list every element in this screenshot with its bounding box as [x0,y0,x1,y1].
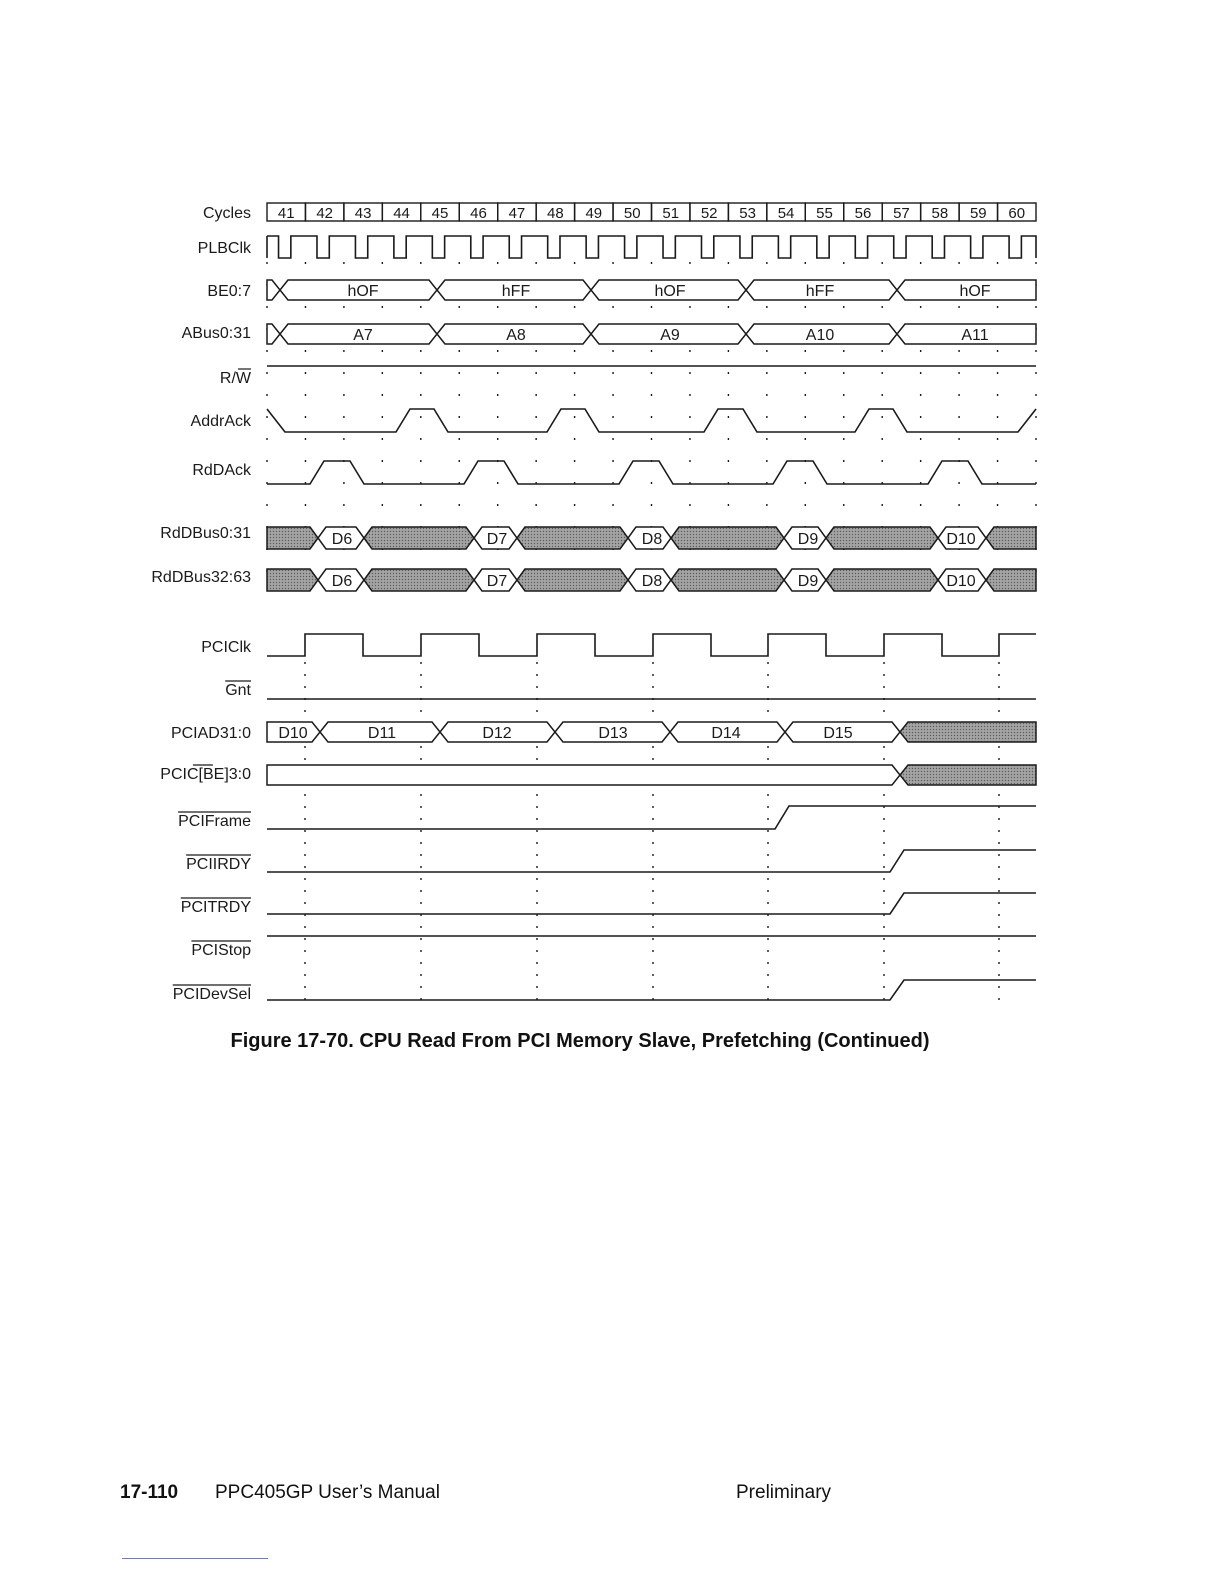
cycle-number: 44 [393,205,410,222]
cycle-number: 55 [816,205,833,222]
pcidevsel-wave [267,980,1036,1000]
abus-value: A11 [961,327,989,344]
cycle-number: 59 [969,205,987,222]
rddbus0-segment [517,527,628,549]
page-number: 17-110 [120,1482,179,1503]
abus-segment [267,324,280,344]
abus-value: A7 [353,327,373,344]
label-pciframe: PCIFrame [178,813,251,830]
cycle-number: 52 [700,205,718,222]
be-value: hOF [959,283,991,300]
cycles-header [267,203,1036,222]
rdack-wave [267,461,1036,484]
plbclk-wave [267,236,1036,258]
cycle-number: 56 [854,205,872,222]
rddbus32-segment [671,569,784,591]
be-value: hFF [501,283,531,300]
label-rw: R/W [219,370,251,387]
pcicbe-segment [267,765,900,785]
rddbus32-value: D7 [486,573,508,590]
pciclk-wave [267,634,1036,656]
rddbus0-value: D8 [641,531,663,548]
footer-rule [122,1558,268,1559]
abus-value: A8 [506,327,526,344]
cycle-number: 45 [431,205,449,222]
label-rdack: RdDAck [192,462,251,479]
label-rddbus32: RdDBus32:63 [151,569,251,586]
signal-labels [151,205,252,1003]
rddbus32-segment [986,569,1036,591]
label-pciclk: PCIClk [201,639,251,656]
rddbus0-value: D6 [331,531,353,548]
cycle-number: 58 [931,205,949,222]
pciad-value: D11 [367,725,397,742]
cycle-number: 47 [508,205,526,222]
pciframe-wave [267,806,1036,829]
pciad-value: D12 [482,725,512,742]
rddbus32-value: D9 [797,573,819,590]
label-addrack: AddrAck [190,413,251,430]
rddbus32-segment [364,569,474,591]
cycle-number: 46 [470,205,487,222]
be-value: hOF [654,283,686,300]
rddbus32-segment [517,569,628,591]
pcicbe-segment [900,765,1036,785]
cycle-number: 51 [662,205,680,222]
cycle-number: 54 [777,205,795,222]
label-cycles: Cycles [202,205,251,222]
pcitrdy-wave [267,893,1036,914]
cycle-number: 57 [893,205,910,222]
rddbus0-segment [267,527,318,549]
rddbus32-segment [826,569,938,591]
rddbus0-segment [826,527,938,549]
pciad-value: D10 [278,725,308,742]
pciirdy-wave [267,850,1036,872]
manual-title: PPC405GP User’s Manual [215,1482,440,1503]
rddbus32-value: D8 [641,573,663,590]
label-pciirdy: PCIIRDY [186,856,251,873]
abus-value: A9 [660,327,680,344]
label-pcitrdy: PCITRDY [180,899,251,916]
label-be: BE0:7 [207,283,251,300]
be-value: hOF [347,283,379,300]
preliminary-label: Preliminary [736,1482,832,1503]
label-pcidevsel: PCIDevSel [172,986,251,1003]
rddbus0-segment [364,527,474,549]
cycle-gridlines [267,262,1036,1002]
be-segment [267,280,280,300]
pciad-value: D15 [823,725,853,742]
pciad-value: D13 [598,725,628,742]
rddbus32-segment [267,569,318,591]
cycle-number: 49 [585,205,603,222]
rddbus0-segment [986,527,1036,549]
rddbus32-value: D6 [331,573,353,590]
abus-value: A10 [805,327,835,344]
cycle-number: 53 [739,205,756,222]
label-rddbus0: RdDBus0:31 [160,525,251,542]
pciad-segment [900,722,1036,742]
cycle-number: 42 [316,205,334,222]
be-value: hFF [805,283,835,300]
label-pcistop: PCIStop [191,942,251,959]
pciad-value: D14 [711,725,741,742]
rddbus0-value: D7 [486,531,508,548]
cycle-number: 60 [1008,205,1026,222]
cycle-number: 43 [354,205,372,222]
addrack-wave [267,409,1036,432]
cycle-number: 48 [547,205,564,222]
rddbus0-value: D10 [946,531,976,548]
cycle-number: 50 [623,205,641,222]
label-pciad: PCIAD31:0 [170,725,251,742]
cycle-number: 41 [277,205,295,222]
rddbus0-segment [671,527,784,549]
label-gnt: Gnt [225,682,251,699]
figure-caption: Figure 17-70. CPU Read From PCI Memory Slave, Prefetching (Continued) [230,1030,930,1052]
rddbus0-value: D9 [797,531,819,548]
label-pcicbe: PCIC[BE]3:0 [160,766,251,783]
rddbus32-value: D10 [946,573,976,590]
label-plbclk: PLBClk [197,240,251,257]
label-abus: ABus0:31 [181,325,251,342]
